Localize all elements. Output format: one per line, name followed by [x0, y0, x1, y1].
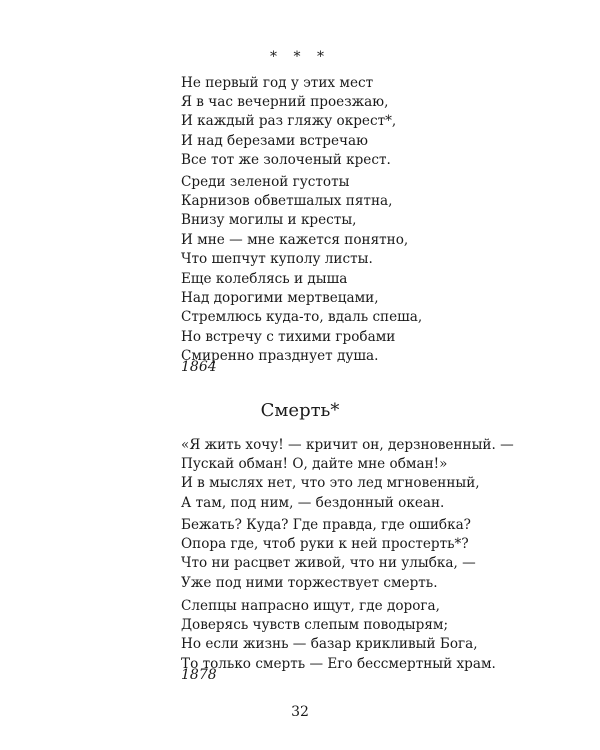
verse-line: Я в час вечерний проезжаю, — [181, 94, 389, 111]
poem2-year: 1878 — [181, 667, 217, 683]
page-number: 32 — [291, 704, 309, 720]
verse-line: Над дорогими мертвецами, — [181, 290, 379, 307]
poem2-title: Смерть* — [260, 400, 340, 421]
verse-line: Опора где, чтоб руки к ней простерть*? — [181, 536, 469, 553]
verse-line: А там, под ним, — бездонный океан. — [181, 494, 445, 511]
verse-line: Что шепчут куполу листы. — [181, 250, 373, 267]
verse-line: Стремлюсь куда-то, вдаль спеша, — [181, 309, 423, 326]
verse-line: Смиренно празднует душа. — [181, 347, 379, 364]
verse-line: Еще колеблясь и дыша — [181, 271, 348, 287]
verse-line: Внизу могилы и кресты, — [181, 212, 357, 229]
verse-line: То только смерть — Его бессмертный храм. — [181, 655, 496, 672]
poem2-stanza-3 — [181, 597, 581, 674]
poem1-stanza-1 — [181, 74, 581, 170]
verse-line: Но если жизнь — базар крикливый Бога, — [181, 636, 478, 653]
verse-line: Все тот же золоченый крест. — [181, 151, 391, 168]
verse-line: И в мыслях нет, что это лед мгновенный, — [181, 475, 480, 492]
verse-line: Бежать? Куда? Где правда, где ошибка? — [181, 517, 471, 533]
verse-line: Но встречу с тихими гробами — [181, 328, 396, 345]
verse-line: И мне — мне кажется понятно, — [181, 231, 409, 248]
verse-line: Доверясь чувств слепым поводырям; — [181, 617, 449, 634]
verse-line: Что ни расцвет живой, что ни улыбка, — — [181, 555, 476, 572]
verse-line: Карнизов обветшалых пятна, — [181, 193, 393, 210]
verse-line: И над березами встречаю — [181, 132, 368, 149]
poem1-stanza-2 — [181, 173, 581, 269]
verse-line: Уже под ними торжествует смерть. — [181, 574, 438, 591]
poem1-stanza-3 — [181, 270, 581, 366]
verse-line: Слепцы напрасно ищут, где дорога, — [181, 598, 440, 614]
verse-line: «Я жить хочу! — кричит он, дерзновенный. — — [181, 437, 514, 453]
verse-line: И каждый раз гляжу окрест*, — [181, 113, 397, 130]
verse-line: Не первый год у этих мест — [181, 75, 374, 91]
verse-line: Среди зеленой густоты — [181, 174, 350, 190]
poem-separator-asterisks: * * * — [270, 49, 330, 65]
poem2-stanza-1 — [181, 436, 581, 513]
poem2-stanza-2 — [181, 516, 581, 593]
verse-line: Пускай обман! О, дайте мне обман!» — [181, 456, 448, 473]
poem1-year: 1864 — [181, 359, 217, 375]
